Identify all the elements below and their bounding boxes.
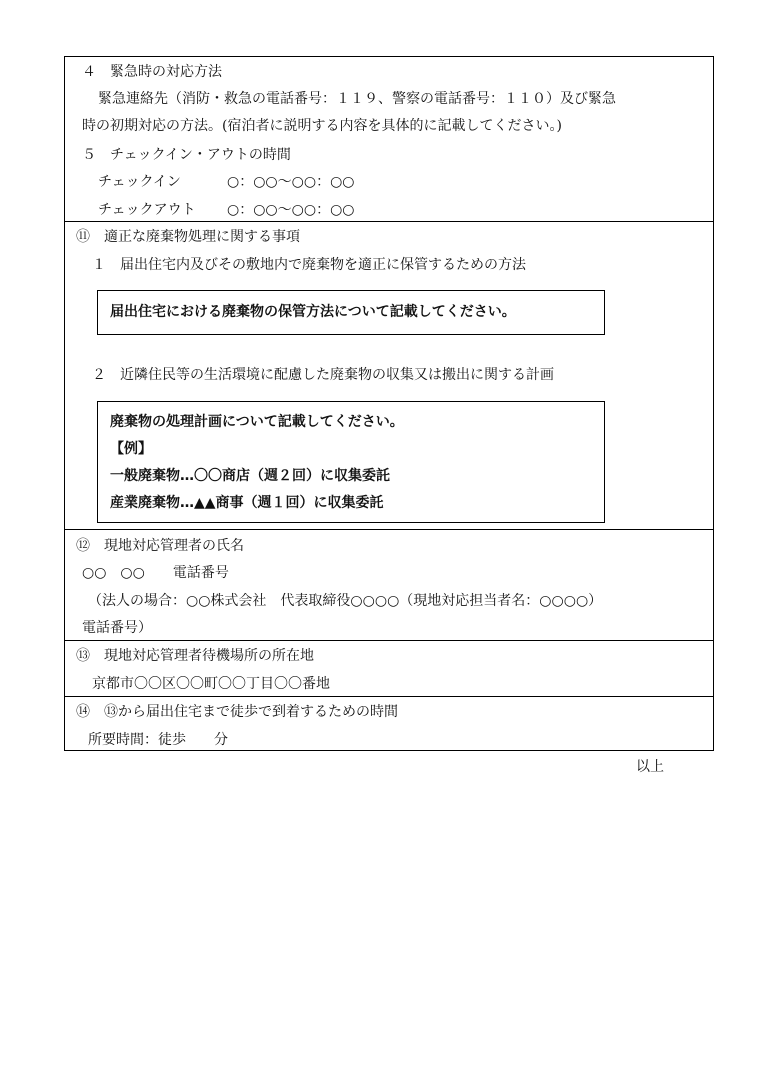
row-divider	[65, 640, 713, 641]
section-14-heading: ⑭ ⑬から届出住宅まで徒歩で到着するための時間	[76, 704, 398, 720]
section-11-heading: ⑪ 適正な廃棄物処理に関する事項	[76, 229, 300, 245]
section-11-item1-heading: １ 届出住宅内及びその敷地内で廃棄物を適正に保管するための方法	[92, 257, 526, 273]
section-5-heading: ５ チェックイン・アウトの時間	[82, 147, 291, 163]
checkout-label: チェックアウト	[98, 202, 196, 218]
manager-name-line: ○○ ○○ 電話番号	[82, 565, 229, 581]
standby-address: 京都市〇〇区〇〇町〇〇丁目〇〇番地	[92, 676, 330, 692]
closing-mark: 以上	[636, 759, 664, 775]
checkout-time: ○：○○～○○：○○	[227, 202, 355, 218]
section-12-heading: ⑫ 現地対応管理者の氏名	[76, 538, 244, 554]
form-table	[64, 56, 714, 751]
walking-time-line: 所要時間：徒歩 分	[88, 732, 228, 748]
section-4-text-line1: 緊急連絡先（消防・救急の電話番号：１１９、警察の電話番号：１１０）及び緊急	[98, 91, 616, 107]
checkin-time: ○：○○～○○：○○	[227, 174, 355, 190]
corporate-line1: （法人の場合：○○株式会社 代表取締役○○○○（現地対応担当者名：○○○○）	[88, 593, 603, 609]
row-divider	[65, 696, 713, 697]
example-industrial-waste: 産業廃棄物…▲▲商事（週１回）に収集委託	[110, 495, 384, 511]
example-label: 【例】	[110, 441, 152, 457]
corporate-line2: 電話番号）	[82, 620, 152, 636]
section-13-heading: ⑬ 現地対応管理者待機場所の所在地	[76, 648, 314, 664]
checkin-label: チェックイン	[98, 174, 181, 190]
row-divider	[65, 529, 713, 530]
section-4-heading: ４ 緊急時の対応方法	[82, 64, 222, 80]
section-11-item2-heading: ２ 近隣住民等の生活環境に配慮した廃棄物の収集又は搬出に関する計画	[92, 367, 554, 383]
storage-method-box	[97, 290, 605, 335]
storage-method-instruction: 届出住宅における廃棄物の保管方法について記載してください。	[110, 304, 516, 320]
example-general-waste: 一般廃棄物…〇〇商店（週２回）に収集委託	[110, 468, 390, 484]
disposal-plan-box	[97, 401, 605, 523]
row-divider	[65, 221, 713, 222]
disposal-plan-instruction: 廃棄物の処理計画について記載してください。	[110, 414, 404, 430]
section-4-text-line2: 時の初期対応の方法。(宿泊者に説明する内容を具体的に記載してください。)	[82, 118, 562, 134]
